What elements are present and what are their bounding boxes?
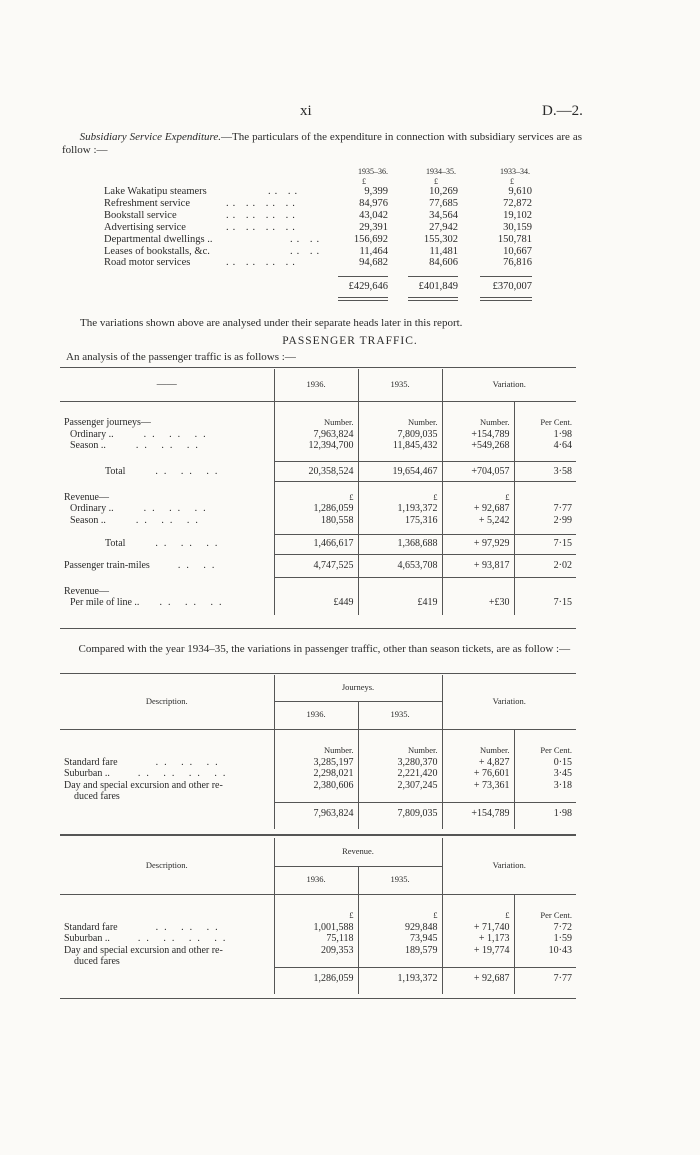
total-cell: +704,057 <box>442 462 514 482</box>
expenditure-value: 94,682 <box>359 257 388 269</box>
variation-header: Variation. <box>492 860 526 870</box>
description-header: Description. <box>60 838 274 894</box>
unit-label: £ <box>358 910 442 922</box>
row-label: Total <box>105 465 126 477</box>
row-label: Passenger train-miles <box>64 560 150 571</box>
leader-dots: .. .. <box>290 245 324 257</box>
value-cell: + 4,827 <box>442 757 514 769</box>
unit-label: £ <box>274 910 358 922</box>
value-cell: 1,286,059 <box>274 503 358 515</box>
unit-label: £ <box>442 492 514 504</box>
value-cell: 929,848 <box>358 922 442 934</box>
row-label: Ordinary .. <box>70 428 114 440</box>
row-label: Revenue— <box>60 586 274 598</box>
expenditure-value: 76,816 <box>503 257 532 269</box>
expenditure-value: 155,302 <box>423 233 458 245</box>
row-label: Season .. <box>70 514 106 526</box>
table-row: Passenger train-miles .. .. 4,747,525 4,653,708 + 93,817 2·02 <box>60 560 576 572</box>
section-heading: PASSENGER TRAFFIC. <box>282 335 418 347</box>
year-header: 1933–34. <box>500 167 530 176</box>
expenditure-value: 10,667 <box>503 245 532 257</box>
row-label: Suburban .. <box>64 933 110 944</box>
unit-label: Per Cent. <box>540 417 573 427</box>
value-cell: 1,193,372 <box>358 503 442 515</box>
value-cell: +£30 <box>442 597 514 609</box>
leader-dots: .. .. <box>268 186 302 197</box>
expenditure-value: 156,692 <box>353 233 388 245</box>
expenditure-value: 72,872 <box>503 197 532 209</box>
value-cell: + 93,817 <box>442 560 514 572</box>
table-row: Total .. .. .. 20,358,524 19,654,467 +704,057 3·58 <box>60 462 576 482</box>
expenditure-value: 30,159 <box>503 221 532 233</box>
journeys-header: Journeys. <box>274 675 442 701</box>
table-row: Ordinary .. .. .. .. 1,286,059 1,193,372 + 92,687 7·77 <box>60 503 576 515</box>
expenditure-value: 84,606 <box>429 257 458 269</box>
total-cell: 7·15 <box>553 538 573 550</box>
value-cell: 11,845,432 <box>358 440 442 452</box>
total-cell: 1·98 <box>514 803 576 825</box>
value-cell: 12,394,700 <box>274 440 358 452</box>
value-cell: 2,307,245 <box>358 780 442 803</box>
subsidiary-intro <box>62 131 582 157</box>
total-cell: 1,193,372 <box>358 968 442 990</box>
table-row: Standard fare .. .. .. 1,001,588 929,848 + 71,740 7·72 <box>60 922 576 934</box>
expenditure-value: 29,391 <box>359 221 388 233</box>
table-row <box>60 780 576 803</box>
total-cell: 7·77 <box>514 968 576 990</box>
currency-symbol: £ <box>362 177 366 186</box>
total-cell: + 92,687 <box>442 968 514 990</box>
row-label: Ordinary .. <box>70 503 114 514</box>
unit-label: Per Cent. <box>540 910 573 920</box>
row-label: Day and special excursion and other re- <box>64 944 223 956</box>
value-cell: 4,653,708 <box>358 560 442 572</box>
leader-dots: .. .. .. .. <box>226 197 299 209</box>
expenditure-value: 10,269 <box>429 186 458 197</box>
table-row: Total .. .. .. 1,466,617 1,368,688 + 97,929 7·15 <box>60 534 576 554</box>
col-1935: 1935. <box>358 701 442 729</box>
journeys-table <box>60 675 576 829</box>
value-cell: 7·15 <box>553 597 573 608</box>
total-cell: 7,963,824 <box>274 803 358 825</box>
table-row <box>60 803 576 825</box>
total-cell: +154,789 <box>442 803 514 825</box>
currency-symbol: £ <box>434 177 438 186</box>
row-label: Total <box>105 538 126 550</box>
expenditure-label: Advertising service <box>104 221 186 233</box>
total-cell: 19,654,467 <box>358 462 442 482</box>
value-cell: + 92,687 <box>442 503 514 515</box>
total-value: £401,849 <box>418 281 458 292</box>
value-cell: 3,285,197 <box>274 757 358 769</box>
row-label: Standard fare <box>64 756 118 768</box>
revenue-table <box>60 838 576 994</box>
table-row <box>60 945 576 968</box>
total-cell: 7,809,035 <box>358 803 442 825</box>
value-cell: 3·18 <box>553 779 573 791</box>
value-cell: 7·72 <box>553 921 573 933</box>
value-cell: 1·98 <box>553 428 573 440</box>
dash-header: —— <box>60 369 274 401</box>
expenditure-value: 27,942 <box>429 221 458 233</box>
unit-label: Number. <box>358 417 442 429</box>
unit-label: Number. <box>274 417 358 429</box>
expenditure-label: Departmental dwellings .. <box>104 233 213 245</box>
value-cell: 189,579 <box>358 945 442 968</box>
expenditure-value: 43,042 <box>359 209 388 221</box>
total-cell: 20,358,524 <box>274 462 358 482</box>
table-row: Standard fare .. .. .. 3,285,197 3,280,370 + 4,827 0·15 <box>60 757 576 769</box>
unit-label: Number. <box>442 417 514 429</box>
value-cell: 7,809,035 <box>358 429 442 441</box>
unit-label: £ <box>274 492 358 504</box>
year-header: 1934–35. <box>426 167 456 176</box>
expenditure-label: Road motor services <box>104 257 191 269</box>
unit-label: £ <box>442 910 514 922</box>
table-row: Ordinary .. .. .. .. 7,963,824 7,809,035 +154,789 1·98 <box>60 429 576 441</box>
col-1936: 1936. <box>274 369 358 401</box>
row-label: Day and special excursion and other re- <box>64 779 223 791</box>
table-row <box>60 968 576 990</box>
unit-label: Per Cent. <box>540 745 573 755</box>
value-cell: + 73,361 <box>442 780 514 803</box>
value-cell: + 5,242 <box>442 515 514 527</box>
total-cell: 1,466,617 <box>274 534 358 554</box>
row-label: Suburban .. <box>64 768 110 779</box>
expenditure-value: 11,464 <box>359 245 388 257</box>
value-cell: 10·43 <box>548 944 573 956</box>
value-cell: 2,298,021 <box>274 768 358 780</box>
value-cell: 7,963,824 <box>274 429 358 441</box>
value-cell: £419 <box>358 597 442 609</box>
value-cell: 3,280,370 <box>358 757 442 769</box>
table-row: Season .. .. .. .. 180,558 175,316 + 5,242 2·99 <box>60 515 576 527</box>
leader-dots: .. .. .. .. <box>226 221 299 233</box>
row-label: Passenger journeys— <box>60 417 274 429</box>
value-cell: 180,558 <box>274 515 358 527</box>
year-header: 1935–36. <box>358 167 388 176</box>
table-row: Suburban .. .. .. .. .. 2,298,021 2,221,420 + 76,601 3·45 <box>60 768 576 780</box>
unit-label: Number. <box>274 745 358 757</box>
total-cell: 1,368,688 <box>358 534 442 554</box>
description-header: Description. <box>60 675 274 729</box>
expenditure-label: Lake Wakatipu steamers <box>104 186 207 197</box>
expenditure-value: 19,102 <box>503 209 532 221</box>
row-label: duced fares <box>74 791 120 802</box>
table-row: Per mile of line .. .. .. .. £449 £419 +£30 7·15 <box>60 597 576 609</box>
value-cell: 209,353 <box>274 945 358 968</box>
value-cell: 2·02 <box>553 560 573 571</box>
value-cell: 0·15 <box>553 756 573 768</box>
value-cell: 2,380,606 <box>274 780 358 803</box>
value-cell: 3·45 <box>553 768 573 779</box>
col-variation: Variation. <box>492 379 526 389</box>
row-label: Standard fare <box>64 921 118 933</box>
value-cell: + 1,173 <box>442 933 514 945</box>
value-cell: 2·99 <box>553 514 573 526</box>
currency-symbol: £ <box>510 177 514 186</box>
value-cell: +154,789 <box>442 429 514 441</box>
document-reference: D.—2. <box>542 103 583 119</box>
revenue-header: Revenue. <box>274 838 442 866</box>
passenger-intro: An analysis of the passenger traffic is as follows :— <box>66 351 296 363</box>
row-label: Revenue— <box>60 492 274 504</box>
expenditure-label: Leases of bookstalls, &c. <box>104 245 210 257</box>
total-cell: + 97,929 <box>442 534 514 554</box>
value-cell: £449 <box>274 597 358 609</box>
row-label: Per mile of line .. <box>70 597 140 608</box>
col-1936: 1936. <box>274 866 358 894</box>
value-cell: + 19,774 <box>442 945 514 968</box>
col-1935: 1935. <box>358 369 442 401</box>
expenditure-label: Bookstall service <box>104 209 177 221</box>
unit-label: Number. <box>358 745 442 757</box>
subsidiary-intro-text: —The particulars of the expenditure in connection with subsidiary services are as follow :— <box>62 131 582 156</box>
expenditure-value: 9,610 <box>508 186 532 197</box>
expenditure-value: 77,685 <box>429 197 458 209</box>
row-label: Season .. <box>70 440 106 451</box>
value-cell: 1·59 <box>553 933 573 944</box>
col-1935: 1935. <box>358 866 442 894</box>
total-value: £370,007 <box>492 281 532 292</box>
leader-dots: .. .. .. .. <box>226 209 299 221</box>
value-cell: 73,945 <box>358 933 442 945</box>
unit-label: Number. <box>442 745 514 757</box>
comparison-intro <box>62 643 580 656</box>
value-cell: 1,001,588 <box>274 922 358 934</box>
expenditure-label: Refreshment service <box>104 197 191 209</box>
expenditure-value: 11,481 <box>429 245 458 257</box>
col-1936: 1936. <box>274 701 358 729</box>
value-cell: 7·77 <box>553 503 573 514</box>
value-cell: 175,316 <box>358 515 442 527</box>
passenger-traffic-table <box>60 369 576 615</box>
value-cell: 2,221,420 <box>358 768 442 780</box>
expenditure-value: 150,781 <box>497 233 532 245</box>
table-row: Season .. .. .. .. 12,394,700 11,845,432 +549,268 4·64 <box>60 440 576 452</box>
value-cell: 75,118 <box>274 933 358 945</box>
page-number: xi <box>300 103 312 119</box>
total-cell: 1,286,059 <box>274 968 358 990</box>
row-label: duced fares <box>74 956 120 967</box>
variations-note: The variations shown above are analysed under their separate heads later in this report. <box>80 317 463 329</box>
comparison-intro-text: Compared with the year 1934–35, the variations in passenger traffic, other than season tickets, are as follow :— <box>78 643 571 655</box>
expenditure-value: 34,564 <box>429 209 458 221</box>
variation-header: Variation. <box>492 696 526 706</box>
value-cell: + 76,601 <box>442 768 514 780</box>
expenditure-value: 84,976 <box>359 197 388 209</box>
value-cell: + 71,740 <box>442 922 514 934</box>
subsidiary-title: Subsidiary Service Expenditure. <box>79 131 222 143</box>
table-row: Suburban .. .. .. .. .. 75,118 73,945 + 1,173 1·59 <box>60 933 576 945</box>
leader-dots: .. .. .. .. <box>226 257 299 269</box>
value-cell: +549,268 <box>442 440 514 452</box>
expenditure-value: 9,399 <box>364 186 388 197</box>
unit-label: £ <box>358 492 442 504</box>
total-value: £429,646 <box>348 281 388 292</box>
value-cell: 4·64 <box>553 440 573 451</box>
value-cell: 4,747,525 <box>274 560 358 572</box>
total-cell: 3·58 <box>553 465 573 477</box>
leader-dots: .. .. <box>290 233 324 245</box>
